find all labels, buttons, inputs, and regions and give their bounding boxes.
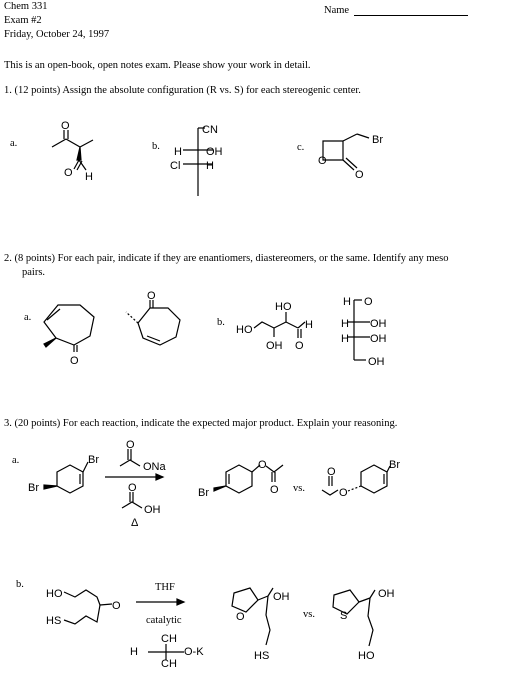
q3b-reactant xyxy=(46,588,121,627)
q3a-reagents xyxy=(105,439,167,529)
q3b-reagents xyxy=(130,599,204,670)
name-label: Name xyxy=(324,5,350,16)
q3b-catalytic-label: catalytic xyxy=(146,615,182,626)
q2b-aldehyde-h: H xyxy=(305,319,313,331)
q3b-p1-ring-o: O xyxy=(236,611,245,623)
question-3-text: 3. (20 points) For each reaction, indicate the expected major product. Explain your reasoning. xyxy=(4,418,398,429)
q2b-fischer-o: O xyxy=(364,296,373,308)
exam-date: Friday, October 24, 1997 xyxy=(4,29,110,40)
question-2-text: 2. (8 points) For each pair, indicate if they are enantiomers, diastereomers, or the same. Identify any meso xyxy=(4,253,449,264)
q3a-p2-carbonyl-o: O xyxy=(327,466,336,478)
q3b-p2-oh: OH xyxy=(378,588,395,600)
q2b-fischer-h: H xyxy=(343,296,351,308)
q3b-epoxide-o: O xyxy=(112,600,121,612)
question-2-text-cont: pairs. xyxy=(22,267,46,278)
q2b-structure-left xyxy=(236,301,313,352)
q3a-acetate-o: O xyxy=(126,439,135,451)
q2a-right-o: O xyxy=(147,290,156,302)
q2a-structure-left xyxy=(44,305,94,367)
q2b-ho-terminal: HO xyxy=(236,324,253,336)
q3a-heat: Δ xyxy=(131,517,139,529)
q3-label-b: b. xyxy=(16,579,24,590)
q3b-reactant-ho: HO xyxy=(46,588,63,600)
q3b-p1-oh: OH xyxy=(273,591,290,603)
q2-label-a: a. xyxy=(24,312,32,323)
q3a-ona: ONa xyxy=(143,461,166,473)
q2b-fischer-oh1: OH xyxy=(370,318,387,330)
q2-label-b: b. xyxy=(217,317,225,328)
q1c-ring-o: O xyxy=(318,155,327,167)
q1c-br: Br xyxy=(372,134,383,146)
q1b-h-top: H xyxy=(174,146,182,158)
q3a-p1-br: Br xyxy=(198,487,209,499)
q1a-ketone-o: O xyxy=(61,120,70,132)
q3b-product-1 xyxy=(232,588,290,662)
q1a-aldehyde-o: O xyxy=(64,167,73,179)
q1b-h-bottom: H xyxy=(206,160,214,172)
q3b-ch3-bottom: CH xyxy=(161,658,177,670)
q2b-fischer-h1: H xyxy=(341,318,349,330)
q3a-product-2 xyxy=(322,459,400,499)
q2b-ho-top: HO xyxy=(275,301,292,313)
exam-number: Exam #2 xyxy=(4,15,42,26)
q3a-p2-br: Br xyxy=(389,459,400,471)
q1c-carbonyl-o: O xyxy=(355,169,364,181)
q1b-structure xyxy=(170,124,223,196)
q3b-vs: vs. xyxy=(303,609,315,620)
q2b-fischer-oh3: OH xyxy=(368,356,385,368)
q3b-p2-ring-s: S xyxy=(340,610,348,622)
q2a-structure-right xyxy=(126,290,180,345)
q1b-cl: Cl xyxy=(170,160,181,172)
q3b-solvent-thf: THF xyxy=(155,582,175,593)
q2b-fischer-oh2: OH xyxy=(370,333,387,345)
q3a-reactant-br: Br xyxy=(28,482,39,494)
q2b-fischer-h2: H xyxy=(341,333,349,345)
q3b-ch3-top: CH xyxy=(161,633,177,645)
q2a-left-o: O xyxy=(70,355,79,367)
q3b-reactant-hs: HS xyxy=(46,615,62,627)
q3b-p2-ho: HO xyxy=(358,650,375,662)
q2b-aldehyde-o: O xyxy=(295,340,304,352)
q3a-p1-ester-o: O xyxy=(258,459,267,471)
q1b-oh: OH xyxy=(206,146,223,158)
course-title: Chem 331 xyxy=(4,1,48,12)
q3b-ok: O-K xyxy=(184,646,204,658)
q3a-reactant-vinyl-br: Br xyxy=(88,454,99,466)
q2b-structure-right xyxy=(341,296,387,368)
q3b-p1-hs: HS xyxy=(254,650,270,662)
q3b-h3c: H xyxy=(130,646,138,658)
q3-label-a: a. xyxy=(12,455,20,466)
q3a-reactant xyxy=(28,454,99,494)
exam-instructions: This is an open-book, open notes exam. Please show your work in detail. xyxy=(4,60,311,71)
q3a-p1-carbonyl-o: O xyxy=(270,484,279,496)
q2b-oh-bottom: OH xyxy=(266,340,283,352)
q1b-cn: CN xyxy=(202,124,218,136)
q3a-acid-oh: OH xyxy=(144,504,161,516)
q1c-structure xyxy=(318,134,383,181)
q1-label-c: c. xyxy=(297,142,305,153)
q1a-aldehyde-h: H xyxy=(85,171,93,183)
q3b-product-2 xyxy=(333,588,395,662)
q1a-structure xyxy=(52,120,93,183)
q3a-p2-ester-o: O xyxy=(339,487,348,499)
q3a-acid-o: O xyxy=(128,482,137,494)
q1-label-a: a. xyxy=(10,138,18,149)
q3a-vs: vs. xyxy=(293,483,305,494)
q1-label-b: b. xyxy=(152,141,160,152)
question-1-text: 1. (12 points) Assign the absolute configuration (R vs. S) for each stereogenic center. xyxy=(4,85,361,96)
q3a-product-1 xyxy=(198,459,283,499)
